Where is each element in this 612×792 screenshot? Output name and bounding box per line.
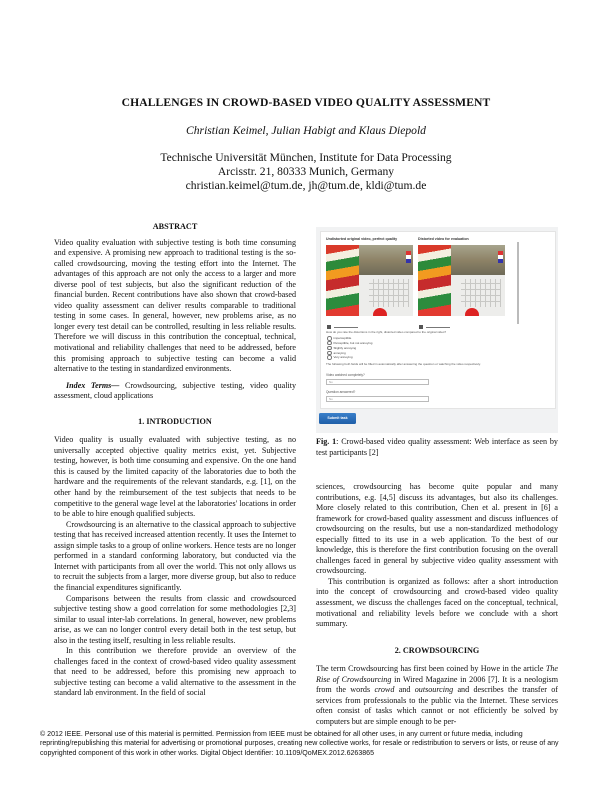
play-icon[interactable] [419, 325, 423, 329]
question-answered-field[interactable]: No [326, 396, 429, 402]
auto-fill-note: The following both fields will be filled in automatically after answering the question or watching the video respectively. [326, 362, 481, 366]
rating-option-radio[interactable]: Very annoying [327, 355, 372, 360]
introduction-heading: 1. INTRODUCTION [138, 416, 212, 426]
distorted-player-controls[interactable] [419, 318, 450, 323]
index-terms [54, 381, 296, 402]
paper-authors: Christian Keimel, Julian Habigt and Klaus Diepold [186, 124, 426, 137]
figure-caption-text: : Crowd-based video quality assessment: Web interface as seen by test participants [2] [316, 437, 558, 457]
affiliation-address: Arcisstr. 21, 80333 Munich, Germany [217, 165, 395, 178]
text-run-italic: outsourcing [414, 685, 454, 695]
right-column [316, 482, 558, 727]
paper-title: CHALLENGES IN CROWD-BASED VIDEO QUALITY ASSESSMENT [121, 96, 491, 109]
rating-option-radio[interactable]: annoying [327, 351, 372, 356]
figure-web-interface [316, 227, 558, 433]
scrollbar[interactable] [517, 242, 519, 324]
text-run: and [394, 685, 415, 695]
rating-option-radio[interactable]: imperceptible [327, 336, 372, 341]
text-run-italic: The Rise of Crowdsourcing [316, 664, 558, 684]
distorted-video[interactable] [418, 245, 505, 316]
rating-options [327, 336, 372, 360]
original-player-controls[interactable] [327, 318, 358, 323]
intro-paragraph: sciences, crowdsourcing has become quite popular and many contributions, e.g. [4,5] discuss its advantages, but also its challenges. More closely related to this contribution, Chen et al. present in [6] a framework for crowd-based quality assessment and discuss influences of crowdsourcing on the results, but use a non-standardized methodology especially fitted to its use in a web application. To the best of our knowledge, this is therefore the first contribution focusing on the overall challenges faced in general by subjective video quality assessment with crowdsourcing. [316, 482, 558, 576]
text-run-italic: crowd [374, 685, 395, 695]
text-run: The term Crowdsourcing has first been coined by Howe in the article [316, 664, 546, 674]
intro-paragraph: Video quality is usually evaluated with subjective testing, as no universally accepted objective quality metrics exist, yet. Subjective testing, however, is both time consuming and expensive. On the one hand this is caused by the limited capacity of the laboratories due to both the hardware and the requirements of the relevant standards, e.g. [1], on the other hand by the reimbursement of the test subjects that needs to be competitive to the general wage level at the laboratories' locations in order to be able to hire enough qualified subjects. [54, 435, 296, 519]
question-answered-label: Question answered? [326, 390, 356, 394]
crowdsourcing-heading: 2. CROWDSOURCING [394, 645, 480, 655]
abstract-text: Video quality evaluation with subjective testing is both time consuming and expensive. A promising new approach to traditional testing is the so-called crowdsourcing, moving the testing effort into the Internet. The advantages of this approach are not only the access to a larger and more diverse pool of test subjects, but also the significant reduction of the financial burden. Recent contributions have also shown that crowd-based video quality assessment can deliver results comparable to traditional testing in some cases. In general, however, new problems arise, as no longer every test detail can be controlled, resulting in less reliable results. Therefore we will discuss in this contribution the conceptual, technical, motivational and reliability challenges that need to be addressed, before this promising approach to subjective testing can become a valid alternative to the testing in standardized environments. [54, 237, 296, 374]
index-terms-label: Index Terms— [66, 380, 120, 390]
distorted-video-label: Distorted video for evaluation [418, 237, 469, 241]
original-video[interactable] [326, 245, 413, 316]
left-column [54, 222, 296, 699]
intro-paragraph: In this contribution we therefore provide an overview of the challenges faced in the context of crowd-based video quality assessment that need to be addressed, before this promising new approach to subjective testing can become a valid alternative to the assessment in the standard lab environment. In the field of social [54, 646, 296, 698]
video-watched-field[interactable]: No [326, 379, 429, 385]
affiliation-emails: christian.keimel@tum.de, jh@tum.de, kldi@tum.de [185, 179, 427, 192]
intro-paragraph: Crowdsourcing is an alternative to the classical approach to subjective testing that has received increased attention recently. It uses the Internet to assign simple tasks to a group of online workers. Hence tests are no longer performed in a standard conforming laboratory, but conducted via the Internet with participants from all over the world. This not only allows us to recruit the subjects from a larger, more diverse group, but also to reduce the financial expenditures significantly. [54, 519, 296, 592]
seek-bar[interactable] [334, 327, 358, 329]
play-icon[interactable] [327, 325, 331, 329]
abstract-heading: ABSTRACT [152, 222, 198, 231]
video-watched-label: Video watched completely? [326, 373, 365, 377]
intro-paragraph: This contribution is organized as follows: after a short introduction into the concept of crowdsourcing and crowd-based video quality assessment, we discuss the challenges faced on the conceptual, technical, motivational and reliability levels before we conclude with a short summary. [316, 576, 558, 629]
text-run: and describes the transfer of services from professionals to the public via the Internet. These services often consist of tasks which cannot or not efficiently be solved by computers but are simple enough to be per- [316, 685, 558, 726]
figure-caption [316, 437, 558, 458]
rating-question: How do you rate the distortions in the right, distorted video compared to the original video? [326, 330, 447, 334]
task-panel [320, 231, 556, 409]
affiliation [0, 151, 612, 193]
original-video-label: Undistorted original video, perfect quality [326, 237, 398, 241]
crowdsourcing-paragraph [316, 664, 558, 727]
index-terms-text: Crowdsourcing, subjective testing, video quality assessment, cloud applications [54, 380, 296, 401]
seek-bar[interactable] [426, 327, 450, 329]
text-run: in Wired Magazine in 2006 [7]. It is a neologism from the words [316, 674, 558, 695]
affiliation-institute: Technische Universität München, Institute for Data Processing [160, 151, 452, 164]
rating-option-radio[interactable]: Slightly annoying [327, 346, 372, 351]
submit-task-button[interactable]: Submit task [319, 413, 356, 424]
rating-option-radio[interactable]: Perceptible, but not annoying [327, 341, 372, 346]
intro-paragraph: Comparisons between the results from classic and crowdsourced subjective testing show a good correlation for some methodologies [2,3] similar to usual inter-lab correlations. In general, however, new problems arise, as we can no longer control every detail both in the test setup, but also in the testing itself, resulting in less reliable results. [54, 593, 296, 645]
figure-caption-label: Fig. 1 [316, 437, 337, 446]
copyright-footer: © 2012 IEEE. Personal use of this material is permitted. Permission from IEEE must be obtained for all other uses, in any current or future media, including reprinting/republishing this material for advertising or promotional purposes, creating new collective works, for resale or redistribution to servers or lists, or reuse of any copyrighted component of this work in other works. Digital Object Identifier: 10.1109/QoMEX.2012.6263865 [40, 731, 559, 757]
